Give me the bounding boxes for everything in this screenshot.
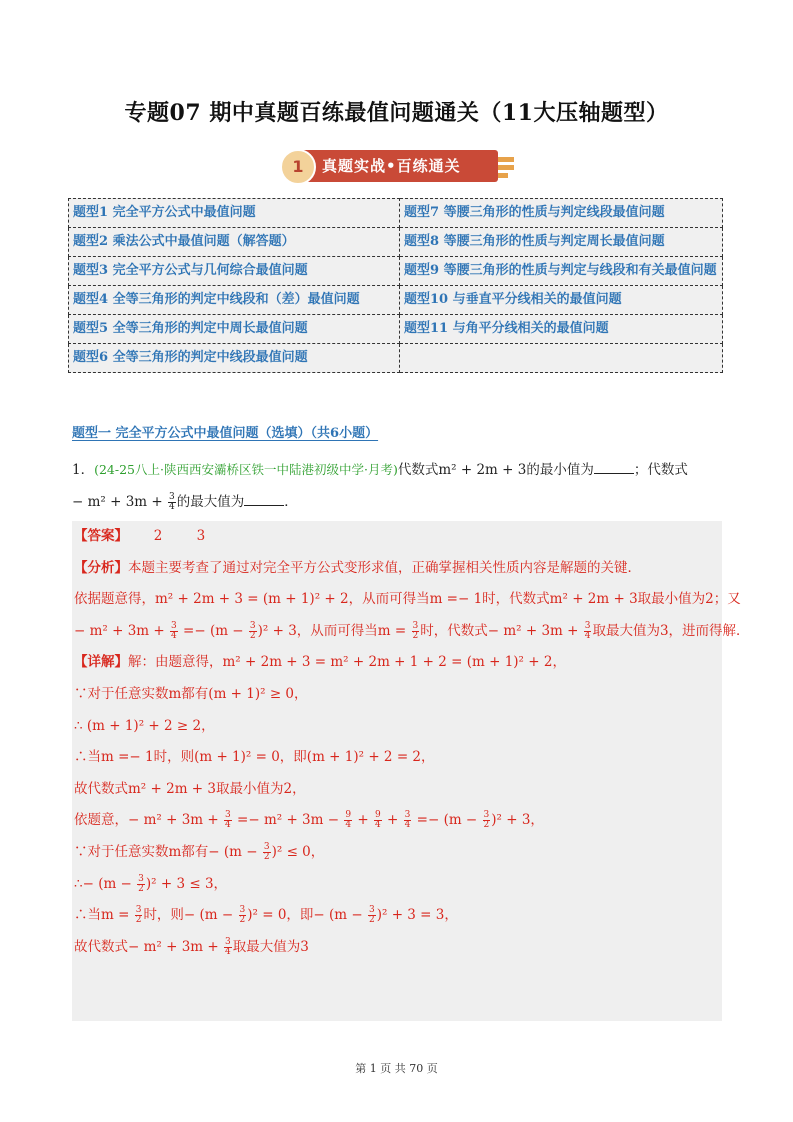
- banner-stripe: [498, 173, 508, 178]
- fraction: $\frac{3}{2}$: [239, 905, 246, 926]
- fraction: $\frac{3}{4}$: [225, 810, 231, 831]
- topic-link[interactable]: 题型11 与角平分线相关的最值问题: [400, 315, 723, 344]
- answer-blank: [594, 459, 634, 474]
- topic-link[interactable]: 题型9 等腰三角形的性质与判定与线段和有关最值问题: [400, 257, 723, 286]
- topic-link[interactable]: 题型5 全等三角形的判定中周长最值问题: [69, 315, 400, 344]
- answer-blank: [244, 491, 284, 506]
- detail-line: ∴− (m − $\frac{3}{2}$ )² + 3 ≤ 3，: [74, 873, 228, 894]
- detail-line: ∴ (m + 1)² + 2 ≥ 2，: [74, 717, 215, 734]
- banner-number: 1: [280, 149, 316, 185]
- analysis-line: [72, 584, 741, 616]
- topic-link[interactable]: 题型3 完全平方公式与几何综合最值问题: [69, 257, 400, 286]
- fraction: $\frac{3}{2}$: [138, 873, 144, 894]
- detail-text: 解：由题意得，m² + 2m + 3 = m² + 2m + 1 + 2 = (m + 1)² + 2，: [128, 654, 566, 671]
- topic-link[interactable]: 题型1 完全平方公式中最值问题: [69, 199, 400, 228]
- analysis-line: [72, 553, 722, 585]
- question-line: [72, 486, 724, 518]
- fraction: $\frac{3}{2}$: [249, 620, 256, 641]
- topic-row: [69, 228, 723, 257]
- fraction: $\frac{3}{4}$: [171, 620, 177, 641]
- question-text: ；代数式: [633, 462, 688, 478]
- fraction: $\frac{3}{2}$: [368, 905, 375, 926]
- fraction: $\frac{9}{4}$: [345, 810, 352, 831]
- question-1: [72, 454, 724, 518]
- section-banner: [280, 148, 516, 184]
- answer-tag: 【答案】: [74, 528, 128, 544]
- detail-line: ∵对于任意实数m都有− (m − $\frac{3}{2}$ )² ≤ 0，: [74, 841, 325, 862]
- fraction: $\frac{3}{2}$: [483, 810, 490, 831]
- fraction: $\frac{3}{4}$: [584, 620, 591, 641]
- detail-line: ∵对于任意实数m都有(m + 1)² ≥ 0，: [74, 685, 308, 702]
- topic-row: [69, 199, 723, 228]
- fraction: $\frac{3}{4}$: [404, 810, 411, 831]
- detail-line: 依题意，− m² + 3m + $\frac{3}{4}$ =− m² + 3m − $\frac{9}{4}$ + $\frac{9}{4}$ + $\frac{3}{4}$ =− (m − $\frac{3}{2}$ )² + 3，: [74, 810, 544, 831]
- analysis-text: 依据题意得，m² + 2m + 3 = (m + 1)² + 2，从而可得当m =− 1时，代数式m² + 2m + 3取最小值为2；又: [74, 591, 741, 608]
- question-source: (24-25八上·陕西西安灞桥区铁一中陆港初级中学·月考): [94, 462, 398, 477]
- detail-line: 故代数式− m² + 3m + $\frac{3}{4}$ 取最大值为3: [74, 936, 309, 957]
- topic-row: [69, 315, 723, 344]
- detail-line: ∴当m = $\frac{3}{2}$ 时，则− (m − $\frac{3}{2}$ )² = 0，即− (m − $\frac{3}{2}$ )² + 3 = 3，: [74, 905, 458, 926]
- detail-line: ∴当m =− 1时，则(m + 1)² = 0，即(m + 1)² + 2 = 2，: [74, 749, 435, 766]
- topic-row: [69, 286, 723, 315]
- section-heading[interactable]: 题型一 完全平方公式中最值问题（选填）（共6小题）: [72, 426, 379, 441]
- analysis-text: 本题主要考查了通过对完全平方公式变形求值，正确掌握相关性质内容是解题的关键．: [128, 559, 641, 576]
- question-number: 1．: [72, 462, 95, 478]
- banner-stripe: [498, 165, 514, 170]
- topic-link[interactable]: 题型2 乘法公式中最值问题（解答题）: [69, 228, 400, 257]
- analysis-line: − m² + 3m + $\frac{3}{4}$ =− (m − $\frac{3}{2}$ )² + 3，从而可得当m = $\frac{3}{2}$ 时，代数式− m² + 3m + $\frac{3}{4}$ 取最大值为3，进而得解．: [74, 620, 750, 641]
- topic-link[interactable]: 题型7 等腰三角形的性质与判定线段最值问题: [400, 199, 723, 228]
- answer-values: 2 3: [153, 528, 206, 544]
- page-title: 专题07 期中真题百练最值问题通关（11大压轴题型）: [124, 100, 669, 126]
- question-text: 的最大值为: [176, 494, 245, 510]
- detail-tag: 【详解】: [74, 654, 128, 671]
- topic-row: [69, 344, 723, 373]
- topic-link[interactable]: 题型6 全等三角形的判定中线段最值问题: [69, 344, 400, 373]
- question-text: 代数式m² + 2m + 3的最小值为: [397, 462, 594, 478]
- banner-stripe: [498, 157, 514, 162]
- answer-line: [72, 521, 722, 553]
- question-text: − m² + 3m +: [72, 494, 167, 510]
- banner-label: 真题实战•百练通关: [322, 157, 461, 175]
- fraction: $\frac{3}{2}$: [412, 620, 419, 641]
- topic-link[interactable]: 题型4 全等三角形的判定中线段和（差）最值问题: [69, 286, 400, 315]
- topic-row: [69, 257, 723, 286]
- page-footer: 第 1 页 共 70 页: [355, 1062, 438, 1075]
- fraction: $\frac{3}{4}$: [225, 936, 231, 957]
- detail-line: [72, 647, 722, 679]
- question-line: [72, 454, 724, 486]
- answer-panel: [72, 521, 750, 1021]
- topic-link-empty: [400, 344, 723, 373]
- fraction: $\frac{3}{2}$: [135, 905, 142, 926]
- topic-link[interactable]: 题型8 等腰三角形的性质与判定周长最值问题: [400, 228, 723, 257]
- topic-link[interactable]: 题型10 与垂直平分线相关的最值问题: [400, 286, 723, 315]
- detail-line: 故代数式m² + 2m + 3取最小值为2，: [74, 780, 306, 797]
- analysis-tag: 【分析】: [74, 559, 128, 576]
- fraction: $\frac{9}{4}$: [374, 810, 381, 831]
- topic-table: [68, 198, 723, 373]
- question-text: ．: [284, 494, 298, 510]
- fraction: $\frac{3}{2}$: [263, 841, 270, 862]
- fraction: $\frac{3}{4}$: [169, 492, 175, 512]
